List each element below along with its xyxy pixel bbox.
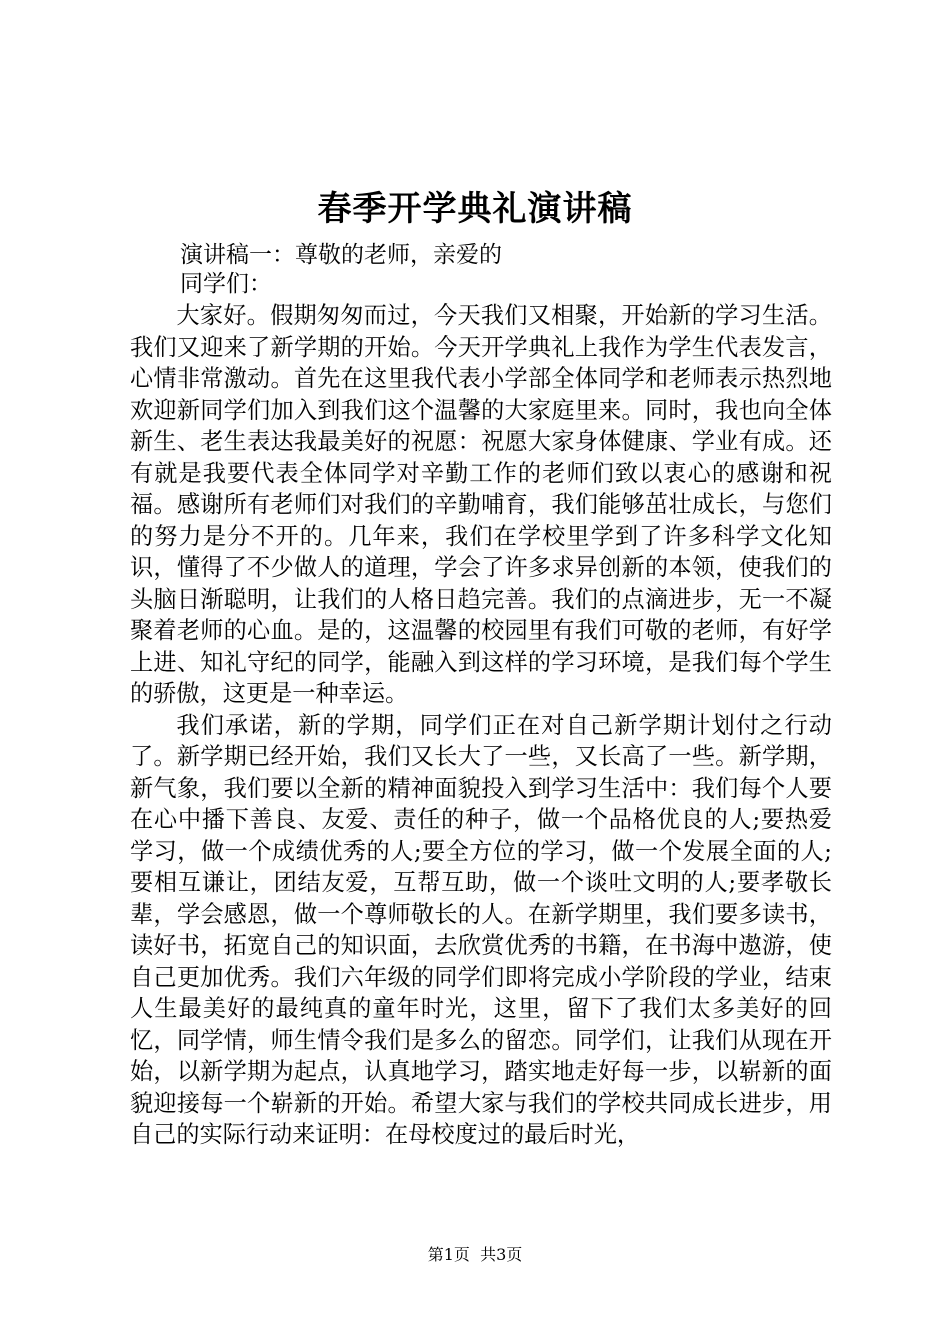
document-title: 春季开学典礼演讲稿 [317, 189, 633, 229]
intro-line-1: 演讲稿一：尊敬的老师，亲爱的 [180, 242, 502, 268]
page-footer [0, 1244, 950, 1266]
intro-line-2: 同学们： [180, 271, 272, 297]
paragraph: 我们承诺，新的学期，同学们正在对自己新学期计划付之行动了。新学期已经开始，我们又长大了一些，又长高了一些。新学期，新气象，我们要以全新的精神面貌投入到学习生活中：我们每个人要在心中播下善良、友爱、责任的种子，做一个品格优良的人;要热爱学习，做一个成绩优秀的人;要全方位的学习，做一个发展全面的人;要相互谦让，团结友爱，互帮互助，做一个谈吐文明的人;要孝敬长辈，学会感恩，做一个尊师敬长的人。在新学期里，我们要多读书，读好书，拓宽自己的知识面，去欣赏优秀的书籍，在书海中遨游，使自己更加优秀。我们六年级的同学们即将完成小学阶段的学业，结束人生最美好的最纯真的童年时光，这里，留下了我们太多美好的回忆，同学情，师生情令我们是多么的留恋。同学们，让我们从现在开始，以新学期为起点，认真地学习，踏实地走好每一步，以崭新的面貌迎接每一个崭新的开始。希望大家与我们的学校共同成长进步，用自己的实际行动来证明：在母校度过的最后时光， [130, 711, 832, 1148]
page-number: 第1页 共3页 [427, 1245, 523, 1264]
paragraph: 大家好。假期匆匆而过，今天我们又相聚，开始新的学习生活。我们又迎来了新学期的开始。今天开学典礼上我作为学生代表发言，心情非常激动。首先在这里我代表小学部全体同学和老师表示热烈地欢迎新同学们加入到我们这个温馨的大家庭里来。同时，我也向全体新生、老生表达我最美好的祝愿：祝愿大家身体健康、学业有成。还有就是我要代表全体同学对辛勤工作的老师们致以衷心的感谢和祝福。感谢所有老师们对我们的辛勤哺育，我们能够茁壮成长，与您们的努力是分不开的。几年来，我们在学校里学到了许多科学文化知识，懂得了不少做人的道理，学会了许多求异创新的本领，使我们的头脑日渐聪明，让我们的人格日趋完善。我们的点滴进步，无一不凝聚着老师的心血。是的，这温馨的校园里有我们可敬的老师，有好学上进、知礼守纪的同学，能融入到这样的学习环境，是我们每个学生的骄傲，这更是一种幸运。 [130, 302, 832, 707]
document-body [130, 300, 832, 1151]
